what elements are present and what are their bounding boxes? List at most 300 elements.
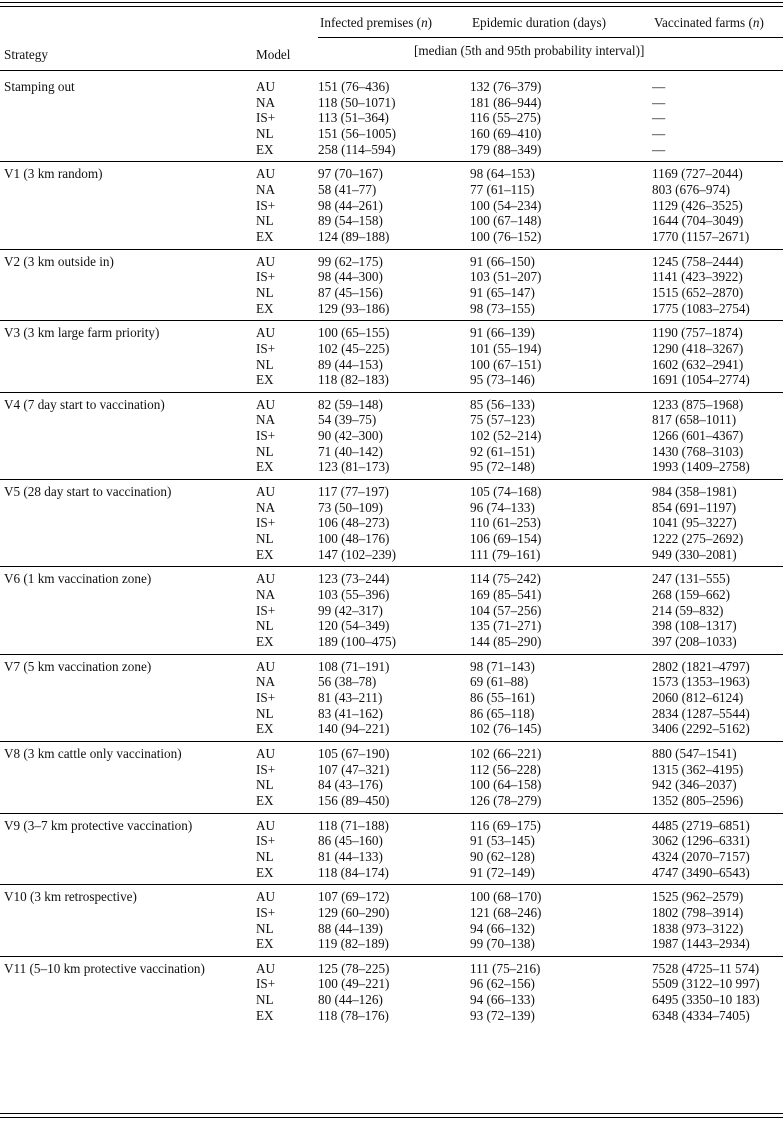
duration-cell: 104 (57–256) bbox=[470, 602, 542, 618]
model-cell: EX bbox=[256, 228, 274, 244]
strategy-cell bbox=[0, 110, 256, 126]
table-row bbox=[0, 392, 783, 412]
duration-cell: 86 (55–161) bbox=[470, 689, 535, 705]
model-cell: NL bbox=[256, 284, 274, 300]
vaccinated-cell: 247 (131–555) bbox=[652, 571, 731, 587]
table-row bbox=[0, 480, 783, 500]
strategy-cell bbox=[0, 285, 256, 301]
strategy-cell bbox=[0, 706, 256, 722]
strategy-cell: V9 (3–7 km protective vaccination) bbox=[4, 817, 193, 833]
table-row bbox=[0, 321, 783, 341]
strategy-cell bbox=[0, 618, 256, 634]
infected-cell: 100 (48–176) bbox=[318, 531, 390, 547]
infected-cell: 54 (39–75) bbox=[318, 412, 377, 428]
duration-cell: 102 (76–145) bbox=[470, 721, 542, 737]
table-row bbox=[0, 813, 783, 833]
header-model: Model bbox=[256, 47, 291, 62]
infected-cell: 80 (44–126) bbox=[318, 992, 383, 1008]
strategy-group bbox=[0, 654, 783, 741]
infected-cell: 124 (89–188) bbox=[318, 228, 390, 244]
vaccinated-cell: 1602 (632–2941) bbox=[652, 356, 744, 372]
vaccinated-cell: 949 (330–2081) bbox=[652, 546, 737, 562]
strategy-cell bbox=[0, 213, 256, 229]
table-row bbox=[0, 849, 783, 865]
infected-cell: 258 (114–594) bbox=[318, 141, 396, 157]
model-cell: NL bbox=[256, 848, 274, 864]
table-row bbox=[0, 762, 783, 778]
table-row bbox=[0, 444, 783, 460]
vaccinated-cell: 1573 (1353–1963) bbox=[652, 674, 750, 690]
header-subheader: [median (5th and 95th probability interval)] bbox=[414, 43, 645, 58]
infected-cell: 113 (51–364) bbox=[318, 110, 389, 126]
duration-cell: 91 (65–147) bbox=[470, 284, 535, 300]
strategy-group bbox=[0, 885, 783, 957]
model-cell: IS+ bbox=[256, 833, 276, 849]
infected-cell: 100 (65–155) bbox=[318, 325, 390, 341]
strategy-cell bbox=[0, 126, 256, 142]
table-row bbox=[0, 865, 783, 885]
table-row bbox=[0, 721, 783, 741]
vaccinated-cell: 1233 (875–1968) bbox=[652, 396, 744, 412]
table-row bbox=[0, 741, 783, 761]
strategy-cell bbox=[0, 198, 256, 214]
model-cell: IS+ bbox=[256, 904, 276, 920]
table-row bbox=[0, 618, 783, 634]
infected-cell: 156 (89–450) bbox=[318, 792, 390, 808]
strategy-cell bbox=[0, 865, 256, 885]
infected-cell: 119 (82–189) bbox=[318, 936, 389, 952]
vaccinated-cell: — bbox=[652, 110, 666, 126]
duration-cell: 86 (65–118) bbox=[470, 705, 535, 721]
table-row bbox=[0, 372, 783, 392]
strategy-cell: V10 (3 km retrospective) bbox=[4, 889, 137, 905]
model-cell: AU bbox=[256, 658, 276, 674]
vaccinated-cell: 7528 (4725–11 574) bbox=[652, 960, 760, 976]
duration-cell: 102 (52–214) bbox=[470, 428, 542, 444]
top-rule-1 bbox=[0, 2, 783, 3]
bottom-rule-2 bbox=[0, 1117, 783, 1118]
table-row bbox=[0, 976, 783, 992]
model-cell: NL bbox=[256, 618, 274, 634]
infected-cell: 100 (49–221) bbox=[318, 976, 390, 992]
table-row bbox=[0, 269, 783, 285]
strategy-cell bbox=[0, 721, 256, 741]
strategy-group bbox=[0, 567, 783, 654]
vaccinated-cell: 4485 (2719–6851) bbox=[652, 817, 750, 833]
infected-cell: 89 (54–158) bbox=[318, 213, 383, 229]
strategy-cell: V6 (1 km vaccination zone) bbox=[4, 571, 152, 587]
model-cell: AU bbox=[256, 960, 276, 976]
infected-cell: 151 (56–1005) bbox=[318, 125, 397, 141]
duration-cell: 77 (61–115) bbox=[470, 181, 535, 197]
model-cell: NL bbox=[256, 992, 274, 1008]
vaccinated-cell: 2802 (1821–4797) bbox=[652, 658, 750, 674]
infected-cell: 117 (77–197) bbox=[318, 484, 389, 500]
results-table bbox=[0, 75, 783, 1027]
vaccinated-cell: 1802 (798–3914) bbox=[652, 904, 744, 920]
strategy-cell bbox=[0, 936, 256, 956]
model-cell: NA bbox=[256, 587, 276, 603]
vaccinated-cell: 1266 (601–4367) bbox=[652, 428, 744, 444]
strategy-cell: V7 (5 km vaccination zone) bbox=[4, 658, 152, 674]
infected-cell: 81 (44–133) bbox=[318, 848, 383, 864]
table-row bbox=[0, 75, 783, 95]
model-cell: NL bbox=[256, 531, 274, 547]
strategy-cell bbox=[0, 690, 256, 706]
vaccinated-cell: 397 (208–1033) bbox=[652, 634, 737, 649]
vaccinated-cell: 6495 (3350–10 183) bbox=[652, 992, 760, 1008]
duration-cell: 98 (73–155) bbox=[470, 300, 535, 316]
duration-cell: 160 (69–410) bbox=[470, 125, 542, 141]
header-subrule bbox=[318, 37, 783, 38]
table-row bbox=[0, 95, 783, 111]
infected-cell: 125 (78–225) bbox=[318, 960, 390, 976]
model-cell: IS+ bbox=[256, 602, 276, 618]
infected-cell: 83 (41–162) bbox=[318, 705, 383, 721]
strategy-cell bbox=[0, 142, 256, 162]
vaccinated-cell: 942 (346–2037) bbox=[652, 777, 737, 793]
duration-cell: 100 (67–148) bbox=[470, 213, 542, 229]
duration-cell: 169 (85–541) bbox=[470, 587, 542, 603]
duration-cell: 101 (55–194) bbox=[470, 340, 542, 356]
strategy-cell bbox=[0, 1008, 256, 1028]
table-row bbox=[0, 162, 783, 182]
table-row bbox=[0, 992, 783, 1008]
table-row bbox=[0, 603, 783, 619]
infected-cell: 56 (38–78) bbox=[318, 674, 377, 690]
vaccinated-cell: 1775 (1083–2754) bbox=[652, 300, 750, 316]
table-row bbox=[0, 833, 783, 849]
strategy-cell bbox=[0, 515, 256, 531]
duration-cell: 116 (55–275) bbox=[470, 110, 541, 126]
vaccinated-cell: 398 (108–1317) bbox=[652, 618, 737, 634]
vaccinated-cell: 1315 (362–4195) bbox=[652, 761, 744, 777]
strategy-cell: V3 (3 km large farm priority) bbox=[4, 325, 160, 341]
infected-cell: 118 (82–183) bbox=[318, 372, 389, 388]
infected-cell: 140 (94–221) bbox=[318, 721, 390, 737]
infected-cell: 98 (44–261) bbox=[318, 197, 383, 213]
infected-cell: 147 (102–239) bbox=[318, 546, 397, 562]
duration-cell: 116 (69–175) bbox=[470, 817, 541, 833]
model-cell: IS+ bbox=[256, 340, 276, 356]
infected-cell: 118 (78–176) bbox=[318, 1007, 389, 1023]
strategy-cell bbox=[0, 531, 256, 547]
vaccinated-cell: 1770 (1157–2671) bbox=[652, 228, 750, 244]
vaccinated-cell: 1169 (727–2044) bbox=[652, 166, 743, 182]
infected-cell: 86 (45–160) bbox=[318, 833, 383, 849]
table-row bbox=[0, 110, 783, 126]
vaccinated-cell: 1515 (652–2870) bbox=[652, 284, 744, 300]
duration-cell: 126 (78–279) bbox=[470, 792, 542, 808]
model-cell: IS+ bbox=[256, 515, 276, 531]
model-cell: EX bbox=[256, 721, 274, 737]
duration-cell: 93 (72–139) bbox=[470, 1007, 535, 1023]
infected-cell: 73 (50–109) bbox=[318, 499, 383, 515]
model-cell: IS+ bbox=[256, 428, 276, 444]
model-cell: EX bbox=[256, 936, 274, 952]
duration-cell: 132 (76–379) bbox=[470, 79, 542, 94]
infected-cell: 107 (69–172) bbox=[318, 889, 390, 905]
header-infected-premises: Infected premises (n) bbox=[320, 15, 433, 30]
infected-cell: 84 (43–176) bbox=[318, 777, 383, 793]
table-row bbox=[0, 142, 783, 162]
duration-cell: 111 (75–216) bbox=[470, 960, 541, 976]
strategy-group bbox=[0, 321, 783, 393]
duration-cell: 100 (67–151) bbox=[470, 356, 542, 372]
infected-cell: 87 (45–156) bbox=[318, 284, 383, 300]
strategy-cell: V5 (28 day start to vaccination) bbox=[4, 484, 172, 500]
header-bottom-rule bbox=[0, 70, 783, 71]
duration-cell: 91 (53–145) bbox=[470, 833, 535, 849]
vaccinated-cell: 1525 (962–2579) bbox=[652, 889, 744, 905]
strategy-cell: V11 (5–10 km protective vaccination) bbox=[4, 960, 205, 976]
table-row bbox=[0, 126, 783, 142]
duration-cell: 179 (88–349) bbox=[470, 141, 542, 157]
vaccinated-cell: 3406 (2292–5162) bbox=[652, 721, 750, 737]
vaccinated-cell: 6348 (4334–7405) bbox=[652, 1007, 750, 1023]
table-row bbox=[0, 285, 783, 301]
table-row bbox=[0, 690, 783, 706]
table-row bbox=[0, 956, 783, 976]
table-row bbox=[0, 229, 783, 249]
vaccinated-cell: 4747 (3490–6543) bbox=[652, 864, 750, 880]
model-cell: AU bbox=[256, 396, 276, 412]
infected-cell: 118 (50–1071) bbox=[318, 94, 396, 110]
infected-cell: 58 (41–77) bbox=[318, 181, 377, 197]
strategy-cell bbox=[0, 921, 256, 937]
vaccinated-cell: — bbox=[652, 94, 666, 110]
model-cell: EX bbox=[256, 1007, 274, 1023]
table-row bbox=[0, 654, 783, 674]
duration-cell: 112 (56–228) bbox=[470, 761, 541, 777]
model-cell: EX bbox=[256, 634, 274, 649]
infected-cell: 129 (60–290) bbox=[318, 904, 390, 920]
table-row bbox=[0, 428, 783, 444]
model-cell: AU bbox=[256, 484, 276, 500]
strategy-cell: V1 (3 km random) bbox=[4, 166, 103, 182]
duration-cell: 85 (56–133) bbox=[470, 396, 535, 412]
header-vaccinated-farms: Vaccinated farms (n) bbox=[654, 15, 764, 30]
model-cell: AU bbox=[256, 325, 276, 341]
vaccinated-cell: 817 (658–1011) bbox=[652, 412, 737, 428]
table-row bbox=[0, 412, 783, 428]
duration-cell: 91 (66–150) bbox=[470, 253, 535, 269]
model-cell: IS+ bbox=[256, 976, 276, 992]
model-cell: AU bbox=[256, 571, 276, 587]
model-cell: IS+ bbox=[256, 197, 276, 213]
strategy-cell bbox=[0, 587, 256, 603]
strategy-cell bbox=[0, 95, 256, 111]
strategy-cell bbox=[0, 905, 256, 921]
table-row bbox=[0, 531, 783, 547]
model-cell: NL bbox=[256, 125, 274, 141]
infected-cell: 123 (81–173) bbox=[318, 459, 390, 475]
model-cell: EX bbox=[256, 141, 274, 157]
model-cell: AU bbox=[256, 745, 276, 761]
strategy-group bbox=[0, 249, 783, 321]
strategy-group bbox=[0, 480, 783, 567]
duration-cell: 100 (64–158) bbox=[470, 777, 542, 793]
table-row bbox=[0, 301, 783, 321]
model-cell: AU bbox=[256, 817, 276, 833]
vaccinated-cell: 1222 (275–2692) bbox=[652, 531, 744, 547]
vaccinated-cell: 803 (676–974) bbox=[652, 181, 731, 197]
strategy-cell bbox=[0, 976, 256, 992]
duration-cell: 100 (76–152) bbox=[470, 228, 542, 244]
infected-cell: 90 (42–300) bbox=[318, 428, 383, 444]
table-row bbox=[0, 567, 783, 587]
infected-cell: 107 (47–321) bbox=[318, 761, 390, 777]
infected-cell: 106 (48–273) bbox=[318, 515, 390, 531]
duration-cell: 111 (79–161) bbox=[470, 546, 541, 562]
duration-cell: 105 (74–168) bbox=[470, 484, 542, 500]
table-row bbox=[0, 793, 783, 813]
infected-cell: 103 (55–396) bbox=[318, 587, 390, 603]
strategy-cell bbox=[0, 459, 256, 479]
table-row bbox=[0, 587, 783, 603]
vaccinated-cell: — bbox=[652, 125, 666, 141]
vaccinated-cell: — bbox=[652, 141, 666, 157]
model-cell: NA bbox=[256, 674, 276, 690]
infected-cell: 88 (44–139) bbox=[318, 920, 383, 936]
strategy-cell bbox=[0, 301, 256, 321]
model-cell: NL bbox=[256, 443, 274, 459]
table-row bbox=[0, 777, 783, 793]
table-row bbox=[0, 1008, 783, 1028]
vaccinated-cell: 1691 (1054–2774) bbox=[652, 372, 750, 388]
strategy-cell bbox=[0, 762, 256, 778]
strategy-cell: V2 (3 km outside in) bbox=[4, 253, 114, 269]
model-cell: EX bbox=[256, 459, 274, 475]
duration-cell: 95 (73–146) bbox=[470, 372, 535, 388]
model-cell: NL bbox=[256, 777, 274, 793]
duration-cell: 106 (69–154) bbox=[470, 531, 542, 547]
vaccinated-cell: 1352 (805–2596) bbox=[652, 792, 744, 808]
duration-cell: 100 (54–234) bbox=[470, 197, 542, 213]
infected-cell: 105 (67–190) bbox=[318, 745, 390, 761]
duration-cell: 75 (57–123) bbox=[470, 412, 535, 428]
vaccinated-cell: 4324 (2070–7157) bbox=[652, 848, 750, 864]
model-cell: IS+ bbox=[256, 761, 276, 777]
duration-cell: 181 (86–944) bbox=[470, 94, 542, 110]
infected-cell: 102 (45–225) bbox=[318, 340, 390, 356]
strategy-cell bbox=[0, 357, 256, 373]
infected-cell: 99 (62–175) bbox=[318, 253, 383, 269]
bottom-rule-1 bbox=[0, 1113, 783, 1114]
strategy-cell bbox=[0, 833, 256, 849]
model-cell: NA bbox=[256, 412, 276, 428]
top-rule-2 bbox=[0, 6, 783, 7]
duration-cell: 100 (68–170) bbox=[470, 889, 542, 905]
model-cell: NL bbox=[256, 705, 274, 721]
duration-cell: 69 (61–88) bbox=[470, 674, 529, 690]
infected-cell: 82 (59–148) bbox=[318, 396, 383, 412]
duration-cell: 135 (71–271) bbox=[470, 618, 542, 634]
vaccinated-cell: 1993 (1409–2758) bbox=[652, 459, 750, 475]
infected-cell: 118 (71–188) bbox=[318, 817, 389, 833]
table-row bbox=[0, 706, 783, 722]
strategy-cell bbox=[0, 992, 256, 1008]
duration-cell: 98 (64–153) bbox=[470, 166, 535, 182]
vaccinated-cell: 1041 (95–3227) bbox=[652, 515, 737, 531]
header-epidemic-duration: Epidemic duration (days) bbox=[472, 15, 607, 30]
strategy-cell bbox=[0, 674, 256, 690]
strategy-cell bbox=[0, 500, 256, 516]
infected-cell: 89 (44–153) bbox=[318, 356, 383, 372]
strategy-cell bbox=[0, 634, 256, 654]
table-row bbox=[0, 905, 783, 921]
vaccinated-cell: 268 (159–662) bbox=[652, 587, 731, 603]
model-cell: EX bbox=[256, 372, 274, 388]
strategy-cell bbox=[0, 412, 256, 428]
model-cell: EX bbox=[256, 792, 274, 808]
strategy-cell bbox=[0, 341, 256, 357]
table-row bbox=[0, 634, 783, 654]
duration-cell: 99 (70–138) bbox=[470, 936, 535, 952]
vaccinated-cell: 1190 (757–1874) bbox=[652, 325, 743, 341]
strategy-group bbox=[0, 956, 783, 1027]
model-cell: EX bbox=[256, 300, 274, 316]
model-cell: AU bbox=[256, 253, 276, 269]
table-row bbox=[0, 249, 783, 269]
vaccinated-cell: 880 (547–1541) bbox=[652, 745, 737, 761]
strategy-group bbox=[0, 392, 783, 479]
duration-cell: 144 (85–290) bbox=[470, 634, 542, 649]
vaccinated-cell: 854 (691–1197) bbox=[652, 499, 737, 515]
vaccinated-cell: 1141 (423–3922) bbox=[652, 269, 743, 285]
infected-cell: 98 (44–300) bbox=[318, 269, 383, 285]
table-row bbox=[0, 547, 783, 567]
infected-cell: 123 (73–244) bbox=[318, 571, 390, 587]
duration-cell: 103 (51–207) bbox=[470, 269, 542, 285]
table-row bbox=[0, 936, 783, 956]
strategy-group bbox=[0, 162, 783, 249]
infected-cell: 81 (43–211) bbox=[318, 689, 383, 705]
duration-cell: 92 (61–151) bbox=[470, 443, 535, 459]
strategy-cell bbox=[0, 849, 256, 865]
strategy-cell bbox=[0, 777, 256, 793]
strategy-group bbox=[0, 813, 783, 885]
strategy-cell: V8 (3 km cattle only vaccination) bbox=[4, 745, 182, 761]
table-row bbox=[0, 357, 783, 373]
duration-cell: 102 (66–221) bbox=[470, 745, 542, 761]
model-cell: EX bbox=[256, 864, 274, 880]
model-cell: IS+ bbox=[256, 110, 276, 126]
vaccinated-cell: 5509 (3122–10 997) bbox=[652, 976, 760, 992]
model-cell: EX bbox=[256, 546, 274, 562]
strategy-cell bbox=[0, 793, 256, 813]
vaccinated-cell: 2834 (1287–5544) bbox=[652, 705, 750, 721]
vaccinated-cell: 1290 (418–3267) bbox=[652, 340, 744, 356]
strategy-cell bbox=[0, 444, 256, 460]
duration-cell: 91 (66–139) bbox=[470, 325, 535, 341]
table-row bbox=[0, 674, 783, 690]
strategy-cell: V4 (7 day start to vaccination) bbox=[4, 396, 165, 412]
duration-cell: 96 (62–156) bbox=[470, 976, 535, 992]
infected-cell: 189 (100–475) bbox=[318, 634, 397, 649]
model-cell: IS+ bbox=[256, 269, 276, 285]
infected-cell: 97 (70–167) bbox=[318, 166, 383, 182]
vaccinated-cell: 3062 (1296–6331) bbox=[652, 833, 750, 849]
vaccinated-cell: 1644 (704–3049) bbox=[652, 213, 744, 229]
vaccinated-cell: 984 (358–1981) bbox=[652, 484, 737, 500]
model-cell: NA bbox=[256, 499, 276, 515]
strategy-cell: Stamping out bbox=[4, 79, 75, 94]
strategy-cell bbox=[0, 372, 256, 392]
vaccinated-cell: 1245 (758–2444) bbox=[652, 253, 744, 269]
strategy-cell bbox=[0, 428, 256, 444]
header-strategy: Strategy bbox=[4, 47, 48, 62]
